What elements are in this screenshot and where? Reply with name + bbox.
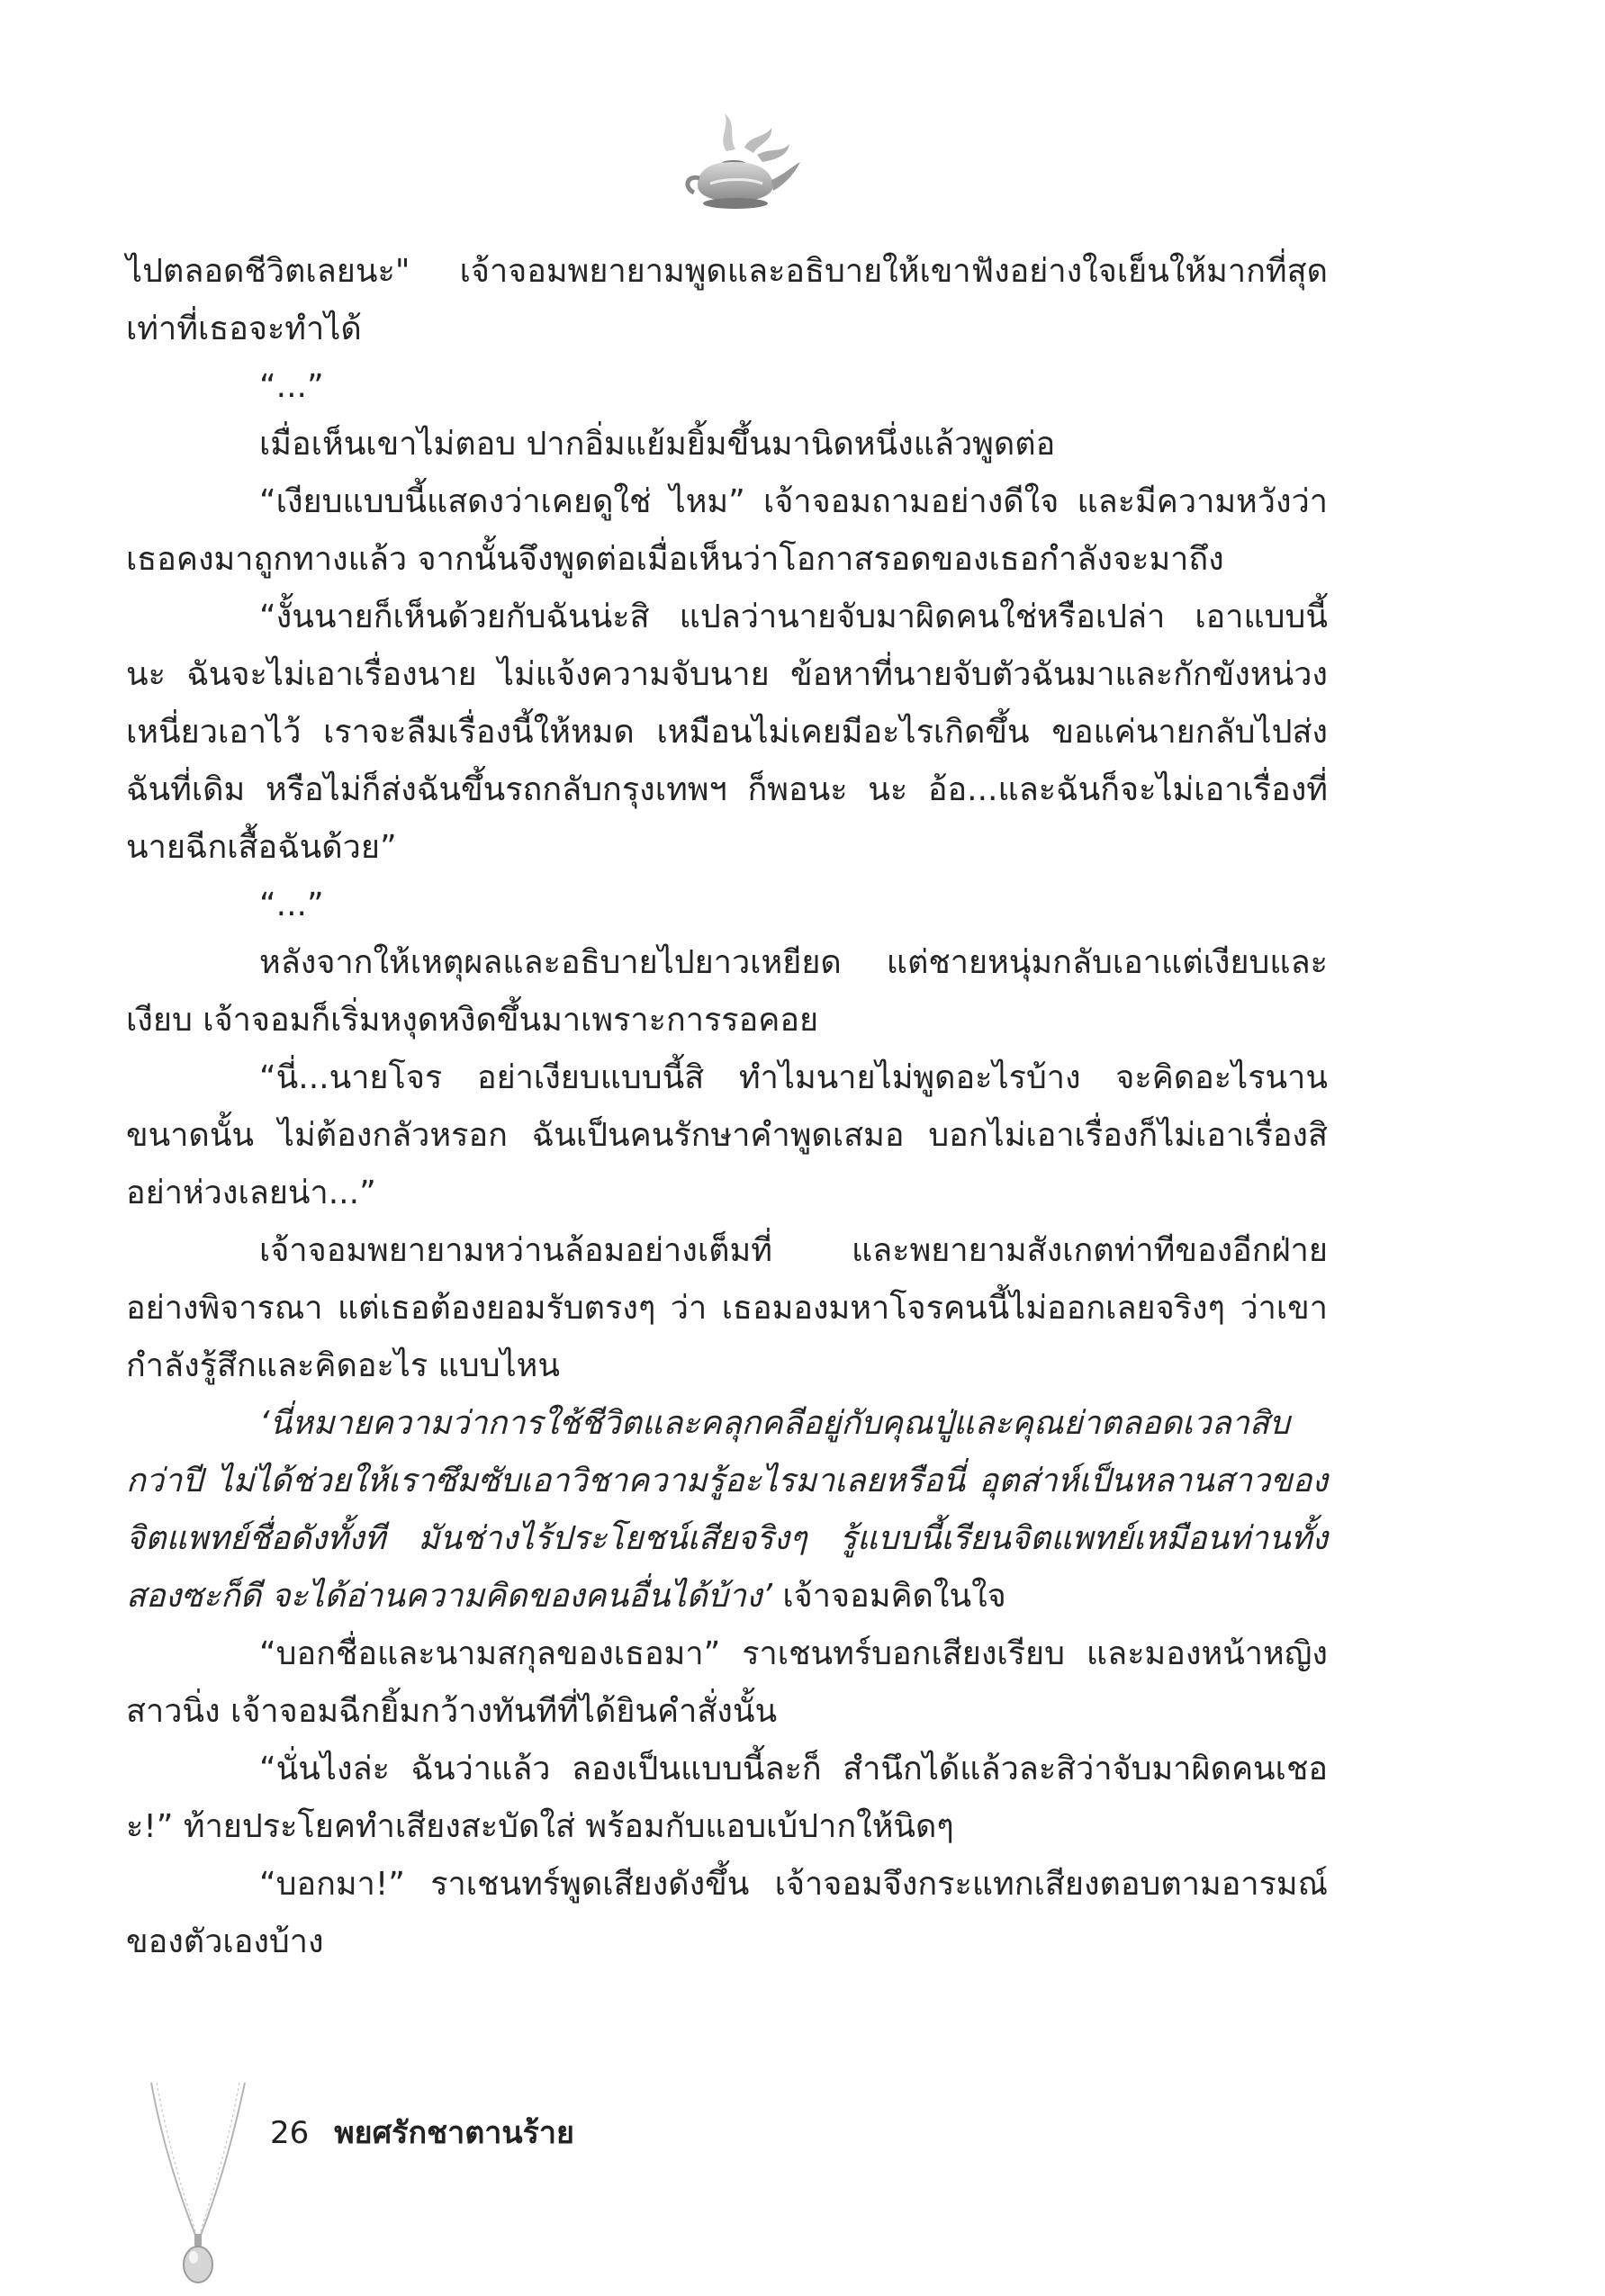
paragraph: “งั้นนายก็เห็นด้วยกับฉันน่ะสิ แปลว่านายจับมาผิดคนใช่หรือเปล่า เอาแบบนี้นะ ฉันจะไม่เอาเรื่องนาย ไม่แจ้งความจับนาย ข้อหาที่นายจับตัวฉันมาและกักขังหน่วงเหนี่ยวเอาไว้ เราจะลืมเรื่องนี้ให้หมด เหมือนไม่เคยมีอะไรเกิดขึ้น ขอแค่นายกลับไปส่งฉันที่เดิม หรือไม่ก็ส่งฉันขึ้นรถกลับกรุงเทพฯ ก็พอนะ นะ อ้อ...และฉันก็จะไม่เอาเรื่องที่นายฉีกเสื้อฉันด้วย” bbox=[126, 599, 1328, 866]
narration-tail: เจ้าจอมคิดในใจ bbox=[771, 1578, 1006, 1615]
paragraph: “บอกมา!” ราเชนทร์พูดเสียงดังขึ้น เจ้าจอมจึงกระแทกเสียงตอบตามอารมณ์ของตัวเองบ้าง bbox=[126, 1866, 1328, 1960]
paragraph: หลังจากให้เหตุผลและอธิบายไปยาวเหยียด แต่ชายหนุ่มกลับเอาแต่เงียบและเงียบ เจ้าจอมก็เริ่มหงุดหงิดขึ้นมาเพราะการรอคอย bbox=[126, 944, 1328, 1039]
paragraph: “...” bbox=[259, 887, 324, 923]
teapot-ornament-icon bbox=[671, 108, 806, 216]
page-number: 26 bbox=[270, 2115, 310, 2151]
paragraph: “...” bbox=[259, 368, 324, 405]
paragraph: “นี่...นายโจร อย่าเงียบแบบนี้สิ ทำไมนายไม่พูดอะไรบ้าง จะคิดอะไรนานขนาดนั้น ไม่ต้องกลัวหรอก ฉันเป็นคนรักษาคำพูดเสมอ บอกไม่เอาเรื่องก็ไม่เอาเรื่องสิ อย่าห่วงเลยน่า...” bbox=[126, 1059, 1328, 1211]
book-title: พยศรักชาตานร้าย bbox=[334, 2115, 574, 2151]
footer-line bbox=[270, 2115, 574, 2151]
paragraph: “นั่นไงล่ะ ฉันว่าแล้ว ลองเป็นแบบนี้ละก็ สำนึกได้แล้วละสิว่าจับมาผิดคนเชอะ!” ท้ายประโยคทำเสียงสะบัดใส่ พร้อมกับแอบเบ้ปากให้นิดๆ bbox=[126, 1751, 1328, 1845]
body-text bbox=[126, 243, 1328, 1971]
inner-thought-text: ‘นี่หมายความว่าการใช้ชีวิตและคลุกคลีอยู่กับคุณปู่และคุณย่าตลอดเวลาสิบกว่าปี ไม่ได้ช่วยให้เราซึมซับเอาวิชาความรู้อะไรมาเลยหรือนี่ อุตส่าห์เป็นหลานสาวของจิตแพทย์ชื่อดังทั้งที มันช่างไร้ประโยชน์เสียจริงๆ รู้แบบนี้เรียนจิตแพทย์เหมือนท่านทั้งสองซะก็ดี จะได้อ่านความคิดของคนอื่นได้บ้าง’ bbox=[126, 1405, 1328, 1615]
paragraph bbox=[126, 1395, 1328, 1625]
paragraph: ไปตลอดชีวิตเลยนะ" เจ้าจอมพยายามพูดและอธิบายให้เขาฟังอย่างใจเย็นให้มากที่สุดเท่าที่เธอจะทำได้ bbox=[126, 253, 1328, 347]
paragraph: “เงียบแบบนี้แสดงว่าเคยดูใช่ ไหม” เจ้าจอมถามอย่างดีใจ และมีความหวังว่าเธอคงมาถูกทางแล้ว จากนั้นจึงพูดต่อเมื่อเห็นว่าโอกาสรอดของเธอกำลังจะมาถึง bbox=[126, 483, 1328, 578]
pearl-necklace-icon bbox=[144, 2079, 252, 2286]
paragraph: “บอกชื่อและนามสกุลของเธอมา” ราเชนทร์บอกเสียงเรียบ และมองหน้าหญิงสาวนิ่ง เจ้าจอมฉีกยิ้มกว้างทันทีที่ได้ยินคำสั่งนั้น bbox=[126, 1635, 1328, 1730]
page-footer bbox=[126, 2061, 846, 2295]
paragraph: เมื่อเห็นเขาไม่ตอบ ปากอิ่มแย้มยิ้มขึ้นมานิดหนึ่งแล้วพูดต่อ bbox=[259, 426, 1056, 463]
paragraph: เจ้าจอมพยายามหว่านล้อมอย่างเต็มที่ และพยายามสังเกตท่าทีของอีกฝ่ายอย่างพิจารณา แต่เธอต้องยอมรับตรงๆ ว่า เธอมองมหาโจรคนนี้ไม่ออกเลยจริงๆ ว่าเขากำลังรู้สึกและคิดอะไร แบบไหน bbox=[126, 1232, 1328, 1384]
